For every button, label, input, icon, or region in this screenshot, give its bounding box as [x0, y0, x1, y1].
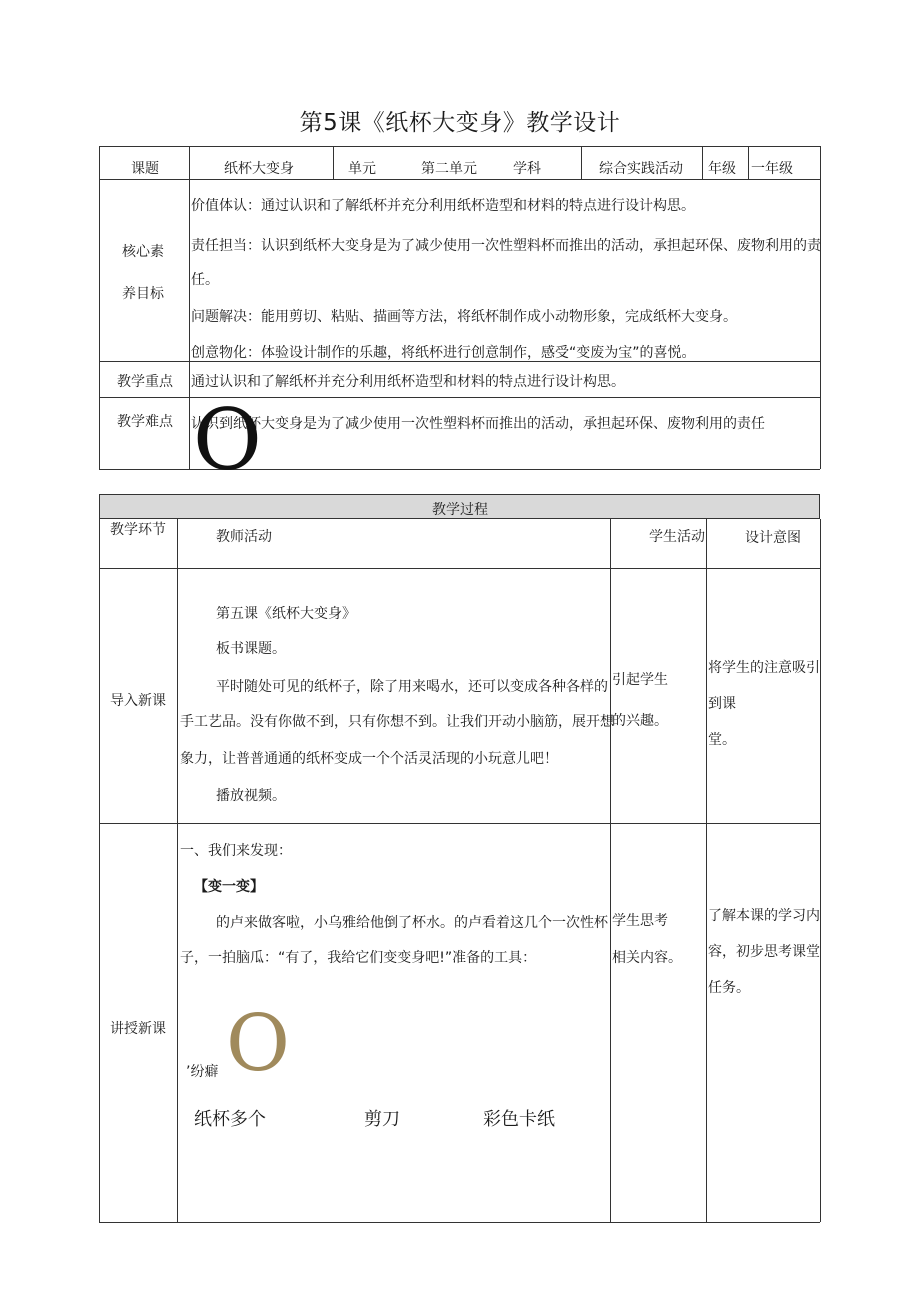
core-goal-responsibility-cont: 任。	[191, 272, 219, 288]
lesson-intent-l3: 任务。	[708, 980, 750, 996]
intro-teacher-p3b: 手工艺品。没有你做不到，只有你想不到。让我们开动小脑筋，展开想	[180, 714, 614, 730]
intro-intent-l1: 将学生的注意吸引	[708, 660, 820, 676]
intro-teacher-p4: 播放视频。	[216, 788, 286, 804]
tool-paper-cups: 纸杯多个	[194, 1109, 266, 1130]
intro-intent-l3: 堂。	[708, 732, 736, 748]
lesson-teacher-p1a: 的卢来做客啦，小乌雅给他倒了杯水。的卢看着这几个一次性杯	[216, 915, 608, 931]
unit-label: 单元	[348, 161, 376, 177]
grade-label: 年级	[708, 161, 736, 177]
core-goal-responsibility: 责任担当：认识到纸杯大变身是为了减少使用一次性塑料杯而推出的活动，承担起环保、废物利用的责	[191, 238, 821, 254]
intro-teacher-p3a: 平时随处可见的纸杯子，除了用来喝水，还可以变成各种各样的	[216, 679, 608, 695]
lesson-student-l2: 相关内容。	[612, 950, 682, 966]
core-goal-value: 价值体认：通过认识和了解纸杯并充分利用纸杯造型和材料的特点进行设计构思。	[191, 198, 695, 214]
col-stage: 教学环节	[110, 522, 166, 538]
lesson-intent-l2: 容，初步思考课堂	[708, 944, 820, 960]
overlay-glyph: O	[193, 391, 262, 489]
col-teacher: 教师活动	[216, 529, 272, 545]
tool-colored-card: 彩色卡纸	[483, 1109, 555, 1130]
intro-stage: 导入新课	[110, 693, 166, 709]
core-label-line1: 核心素	[122, 244, 164, 260]
col-intent: 设计意图	[745, 530, 801, 546]
subject-label: 课题	[131, 161, 159, 177]
grade-value: 一年级	[751, 161, 793, 177]
intro-student-l2: 的兴趣。	[612, 713, 668, 729]
discipline-value: 综合实践活动	[599, 161, 683, 177]
intro-teacher-p1: 第五课《纸杯大变身》	[216, 606, 356, 622]
page-title: 第5课《纸杯大变身》教学设计	[299, 110, 621, 136]
tool-scissors: 剪刀	[364, 1109, 400, 1130]
lesson-heading: 一、我们来发现：	[180, 843, 292, 859]
unit-value: 第二单元	[421, 161, 477, 177]
core-goal-problem: 问题解决：能用剪切、粘贴、描画等方法，将纸杯制作成小动物形象，完成纸杯大变身。	[191, 309, 737, 325]
intro-teacher-p2: 板书课题。	[216, 641, 286, 657]
lesson-student-l1: 学生思考	[612, 913, 668, 929]
intro-student-l1: 引起学生	[612, 672, 668, 688]
intro-intent-l2: 到课	[708, 696, 736, 712]
process-header-label: 教学过程	[432, 502, 488, 518]
tool-image-caption: ’纷癖	[186, 1064, 219, 1080]
intro-teacher-p3c: 象力，让普普通通的纸杯变成一个个活灵活现的小玩意儿吧！	[180, 751, 558, 767]
core-label-line2: 养目标	[122, 286, 164, 302]
lesson-stage: 讲授新课	[110, 1021, 166, 1037]
col-student: 学生活动	[649, 529, 705, 545]
key-point-label: 教学重点	[117, 374, 173, 390]
discipline-label: 学科	[513, 161, 541, 177]
lesson-intent-l1: 了解本课的学习内	[708, 908, 820, 924]
tool-image-glyph: O	[226, 999, 290, 1089]
core-goal-creativity: 创意物化：体验设计制作的乐趣，将纸杯进行创意制作，感受“变废为宝”的喜悦。	[191, 345, 696, 361]
difficulty-label: 教学难点	[117, 414, 173, 430]
lesson-teacher-p1b: 子，一拍脑瓜：“有了，我给它们变变身吧!”准备的工具：	[180, 950, 537, 966]
difficulty-text: 认识到纸杯大变身是为了减少使用一次性塑料杯而推出的活动，承担起环保、废物利用的责任	[191, 416, 765, 432]
subject-value: 纸杯大变身	[224, 161, 294, 177]
key-point-text: 通过认识和了解纸杯并充分利用纸杯造型和材料的特点进行设计构思。	[191, 374, 625, 390]
lesson-subheading: 【变一变】	[194, 879, 264, 895]
